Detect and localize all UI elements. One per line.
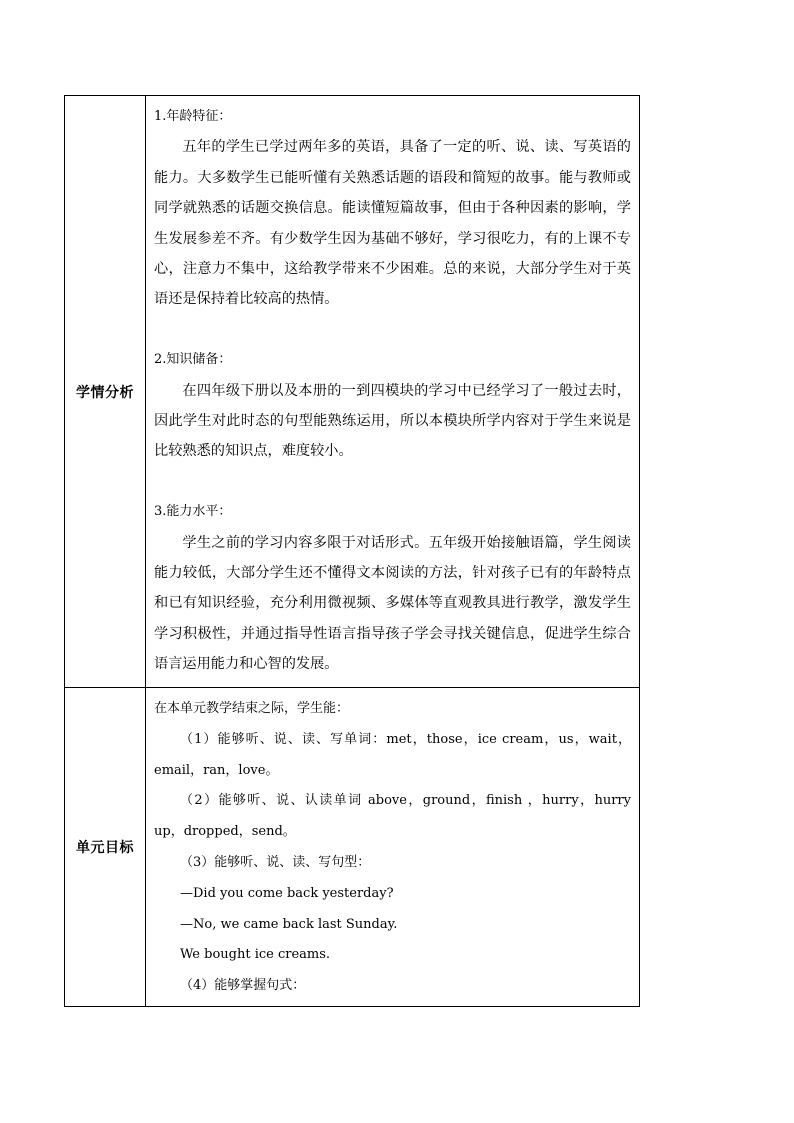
- goal-item-4: （4）能够掌握句式：: [180, 978, 306, 994]
- row-label-unit-goals: 单元目标: [65, 688, 146, 1007]
- unit-goals-content: [146, 688, 640, 1007]
- section-title-knowledge: 2.知识储备：: [154, 352, 232, 368]
- example-sentence-3: We bought ice creams.: [180, 947, 331, 963]
- goals-intro: 在本单元教学结束之际，学生能：: [154, 701, 350, 716]
- lesson-plan-table: [64, 95, 640, 1007]
- row-label-student-analysis: 学情分析: [65, 96, 146, 688]
- goal-item-1: （1）能够听、说、读、写单词：met，those，ice cream，us，wait，email，ran，love。: [154, 731, 631, 778]
- table-row-unit-goals: [65, 688, 640, 1007]
- section-body-knowledge: 在四年级下册以及本册的一到四模块的学习中已经学习了一般过去时，因此学生对此时态的句型能熟练运用，所以本模块所学内容对于学生来说是比较熟悉的知识点，难度较小。: [154, 382, 631, 460]
- goal-item-3: （3）能够听、说、读、写句型：: [180, 854, 371, 870]
- student-analysis-content: [146, 96, 640, 688]
- section-body-age: 五年的学生已学过两年多的英语，具备了一定的听、说、读、写英语的能力。大多数学生已能听懂有关熟悉话题的语段和简短的故事。能与教师或同学就熟悉的话题交换信息。能读懂短篇故事，但由于各种因素的影响，学生发展参差不齐。有少数学生因为基础不够好，学习很吃力，有的上课不专心，注意力不集中，这给教学带来不少困难。总的来说，大部分学生对于英语还是保持着比较高的热情。: [154, 139, 631, 308]
- section-title-age: 1.年龄特征：: [154, 109, 232, 124]
- section-body-ability: 学生之前的学习内容多限于对话形式。五年级开始接触语篇，学生阅读能力较低，大部分学生还不懂得文本阅读的方法，针对孩子已有的年龄特点和已有知识经验，充分利用微视频、多媒体等直观教具进行教学，激发学生学习积极性，并通过指导性语言指导孩子学会寻找关键信息，促进学生综合语言运用能力和心智的发展。: [154, 534, 631, 673]
- goal-item-2: （2）能够听、说、认读单词 above，ground，finish ，hurry，hurry up，dropped，send。: [154, 793, 631, 840]
- section-title-ability: 3.能力水平：: [154, 504, 232, 520]
- example-sentence-1: —Did you come back yesterday?: [180, 885, 394, 901]
- example-sentence-2: —No, we came back last Sunday.: [180, 916, 398, 932]
- table-row-student-analysis: [65, 96, 640, 688]
